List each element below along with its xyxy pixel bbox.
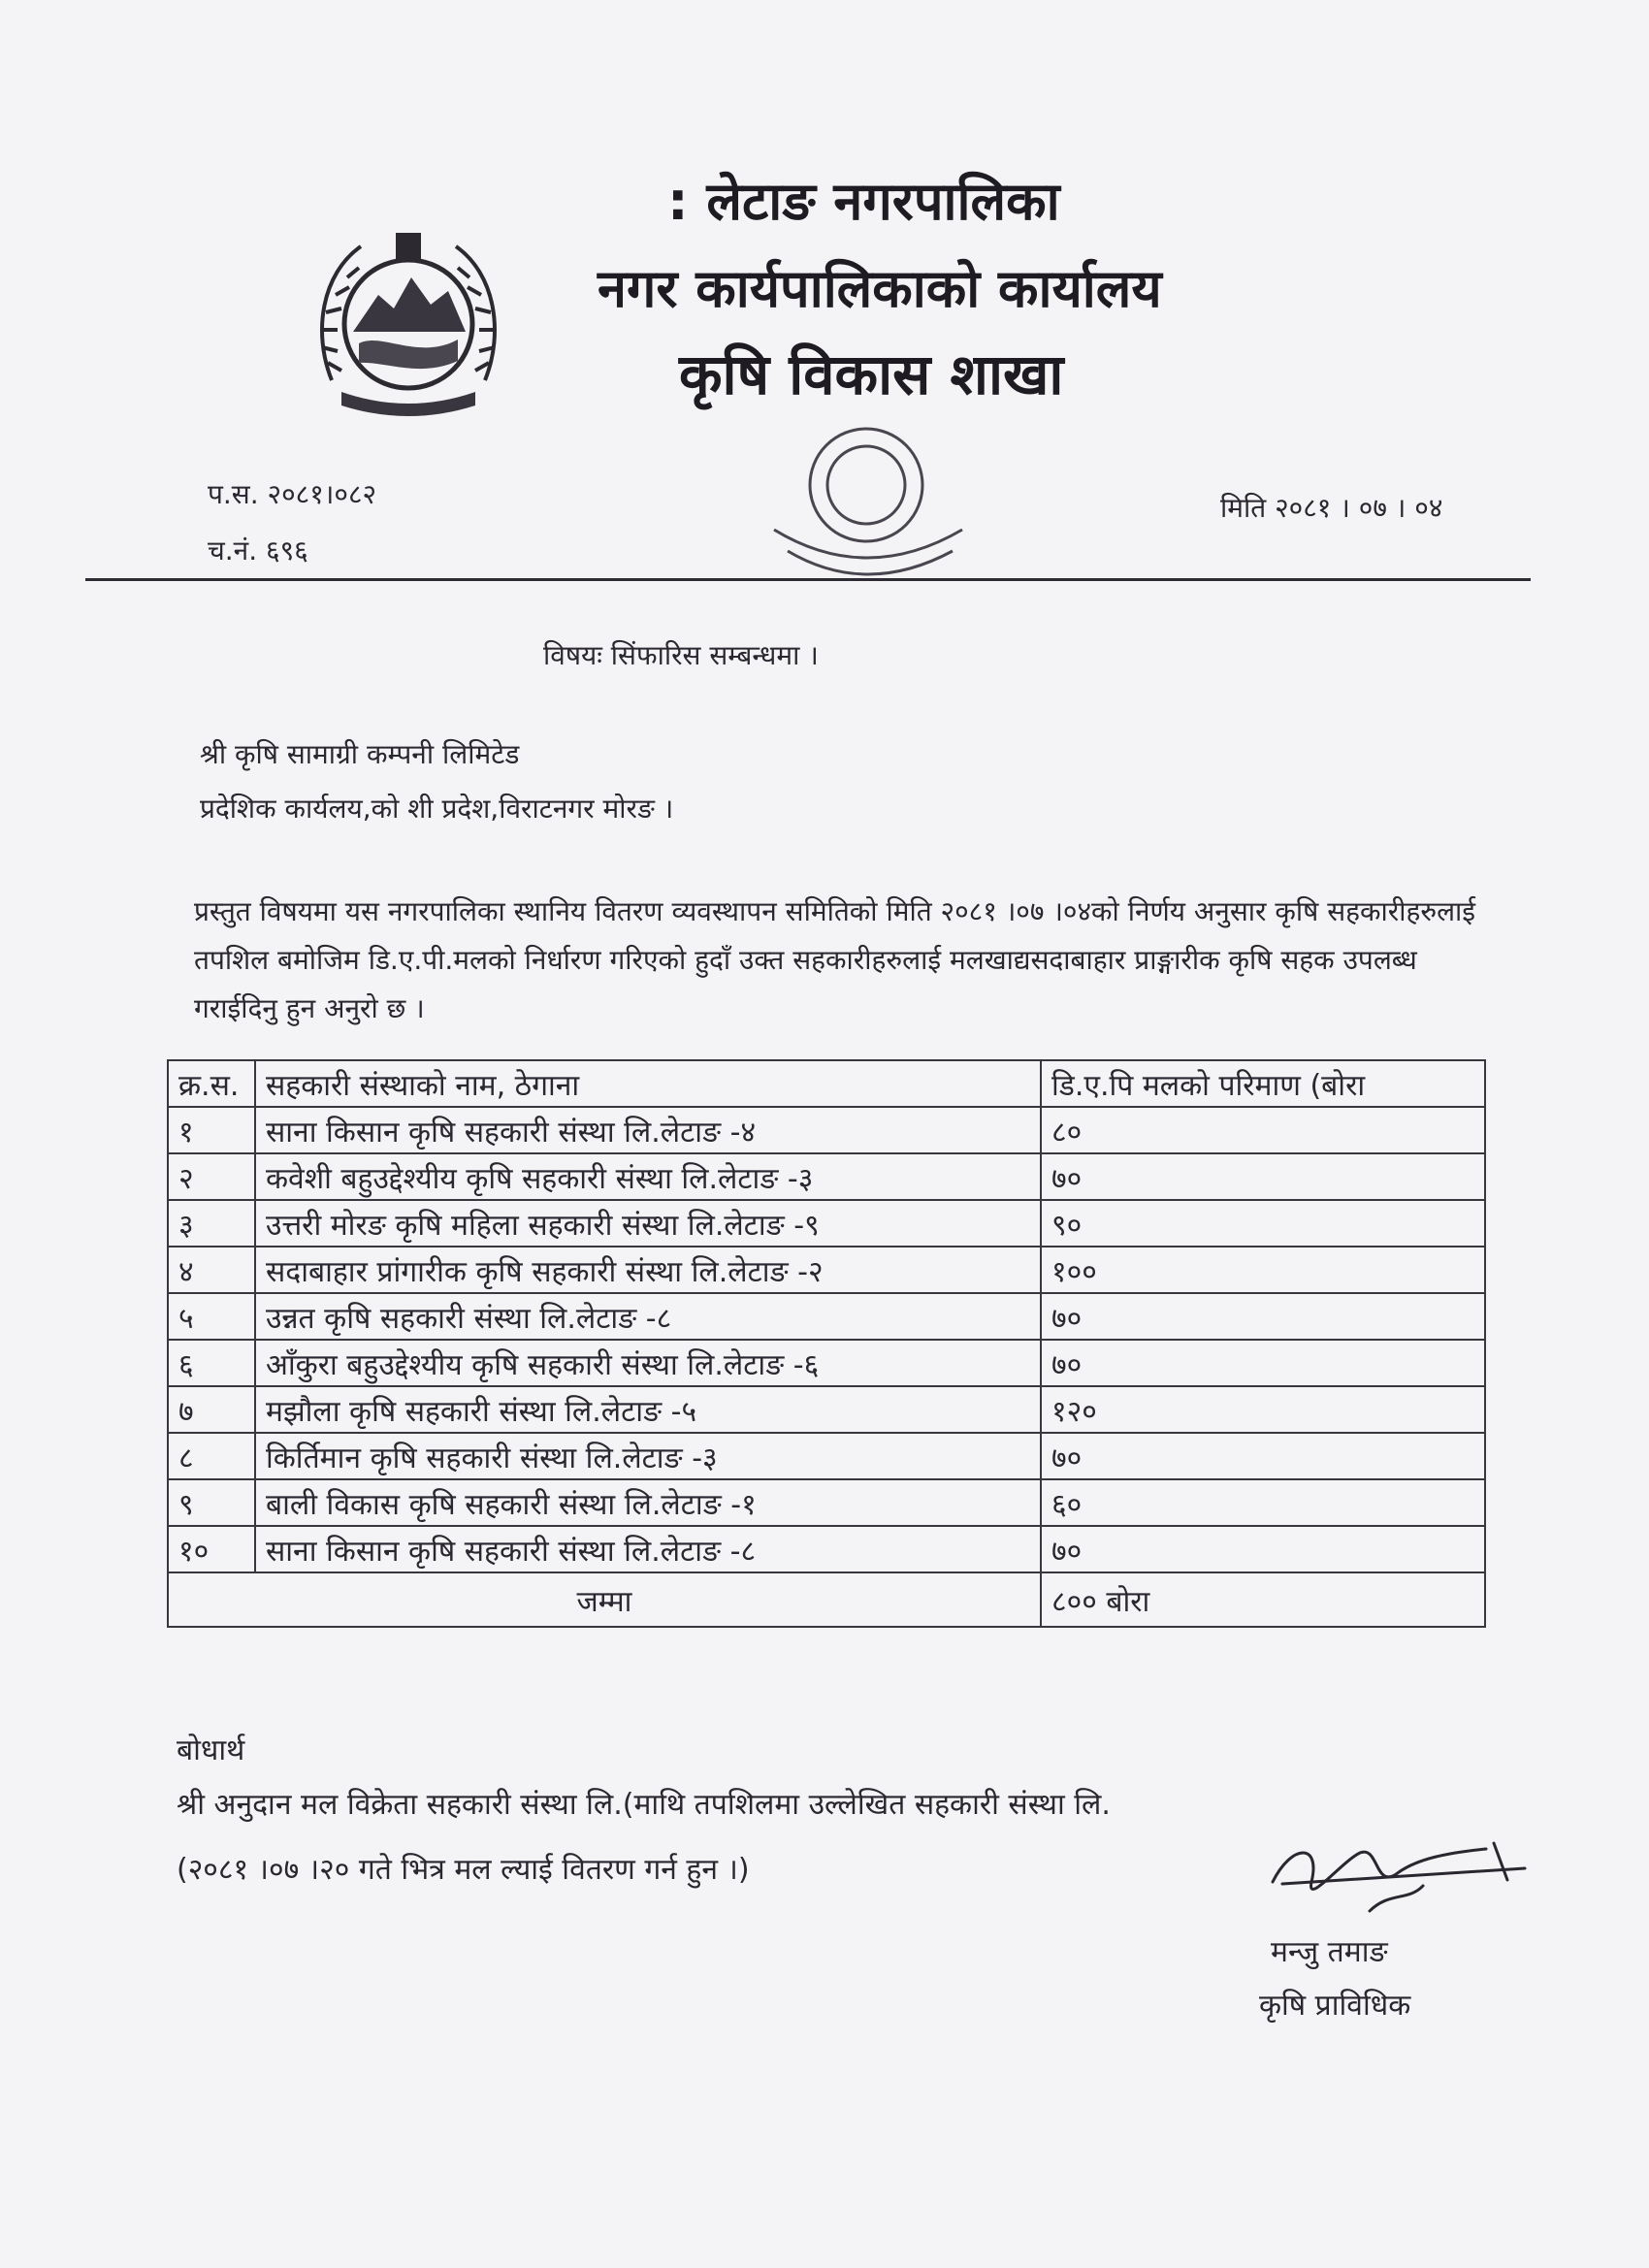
row-quantity: ७० — [1041, 1340, 1485, 1386]
row-quantity: ७० — [1041, 1153, 1485, 1200]
table-row — [168, 1479, 1485, 1526]
table-row — [168, 1433, 1485, 1479]
row-cooperative: आँकुरा बहुउद्देश्यीय कृषि सहकारी संस्था लि.लेटाङ -६ — [255, 1340, 1041, 1386]
table-total-row — [168, 1572, 1485, 1627]
row-quantity: ७० — [1041, 1526, 1485, 1572]
table-row — [168, 1526, 1485, 1572]
row-sn: १० — [168, 1526, 255, 1572]
municipality-name: : लेटाङ नगरपालिका — [667, 171, 1060, 232]
table-row — [168, 1386, 1485, 1433]
row-cooperative: किर्तिमान कृषि सहकारी संस्था लि.लेटाङ -३ — [255, 1433, 1041, 1479]
table-row — [168, 1340, 1485, 1386]
row-sn: ४ — [168, 1247, 255, 1293]
row-cooperative: उन्नत कृषि सहकारी संस्था लि.लेटाङ -८ — [255, 1293, 1041, 1340]
row-quantity: ६० — [1041, 1479, 1485, 1526]
row-cooperative: साना किसान कृषि सहकारी संस्था लि.लेटाङ -८ — [255, 1526, 1041, 1572]
cc-line-2: (२०८१ ।०७ ।२० गते भित्र मल ल्याई वितरण गर्न हुन ।) — [177, 1853, 750, 1887]
row-cooperative: उत्तरी मोरङ कृषि महिला सहकारी संस्था लि.लेटाङ -९ — [255, 1200, 1041, 1247]
row-sn: ५ — [168, 1293, 255, 1340]
table-row — [168, 1107, 1485, 1153]
addressee-line-2: प्रदेशिक कार्यलय,को शी प्रदेश,विराटनगर मोरङ । — [200, 793, 674, 825]
row-cooperative: कवेशी बहुउद्देश्यीय कृषि सहकारी संस्था लि.लेटाङ -३ — [255, 1153, 1041, 1200]
row-quantity: १०० — [1041, 1247, 1485, 1293]
signer-name: मन्जु तमाङ — [1271, 1935, 1388, 1969]
header-divider — [85, 578, 1531, 581]
column-header-sn: क्र.स. — [168, 1060, 255, 1107]
row-sn: ८ — [168, 1433, 255, 1479]
column-header-quantity: डि.ए.पि मलको परिमाण (बोरा — [1041, 1060, 1485, 1107]
table-row — [168, 1200, 1485, 1247]
row-sn: ६ — [168, 1340, 255, 1386]
row-quantity: ८० — [1041, 1107, 1485, 1153]
row-sn: २ — [168, 1153, 255, 1200]
total-label: जम्मा — [168, 1572, 1041, 1627]
row-sn: ९ — [168, 1479, 255, 1526]
row-quantity: ७० — [1041, 1293, 1485, 1340]
handwritten-signature — [1253, 1824, 1535, 1940]
signer-title: कृषि प्राविधिक — [1259, 1989, 1411, 2023]
nepal-emblem-icon — [303, 215, 514, 427]
row-sn: ७ — [168, 1386, 255, 1433]
row-cooperative: बाली विकास कृषि सहकारी संस्था लि.लेटाङ -१ — [255, 1479, 1041, 1526]
branch-name: कृषि विकास शाखा — [679, 341, 1064, 407]
column-header-cooperative: सहकारी संस्थाको नाम, ठेगाना — [255, 1060, 1041, 1107]
table-row — [168, 1247, 1485, 1293]
dispatch-number: च.नं. ६९६ — [208, 535, 308, 567]
row-cooperative: साना किसान कृषि सहकारी संस्था लि.लेटाङ -४ — [255, 1107, 1041, 1153]
row-quantity: ७० — [1041, 1433, 1485, 1479]
total-value: ८०० बोरा — [1041, 1572, 1485, 1627]
letter-ref-number: प.स. २०८१।०८२ — [208, 478, 377, 510]
cc-line-1: श्री अनुदान मल विक्रेता सहकारी संस्था लि.(माथि तपशिलमा उल्लेखित सहकारी संस्था लि. — [177, 1788, 1111, 1822]
addressee-line-1: श्री कृषि सामाग्री कम्पनी लिमिटेड — [200, 738, 520, 770]
row-quantity: १२० — [1041, 1386, 1485, 1433]
office-stamp — [745, 415, 987, 590]
letter-body: प्रस्तुत विषयमा यस नगरपालिका स्थानिय वितरण व्यवस्थापन समितिको मिति २०८१ ।०७ ।०४को निर्णय अनुसार कृषि सहकारीहरुलाई तपशिल बमोजिम डि.ए.पी.मलको निर्धारण गरिएको हुदाँ उक्त सहकारीहरुलाई मलखाद्यसदाबाहार प्राङ्गारीक कृषि सहक उपलब्ध गराईदिनु हुन अनुरो छ । — [194, 895, 1476, 1024]
cc-label: बोधार्थ — [177, 1733, 245, 1767]
row-cooperative: मझौला कृषि सहकारी संस्था लि.लेटाङ -५ — [255, 1386, 1041, 1433]
row-cooperative: सदाबाहार प्रांगारीक कृषि सहकारी संस्था लि.लेटाङ -२ — [255, 1247, 1041, 1293]
row-sn: १ — [168, 1107, 255, 1153]
letter-subject: विषयः सिंफारिस सम्बन्धमा । — [543, 639, 819, 671]
office-name: नगर कार्यपालिकाको कार्यालय — [598, 258, 1162, 319]
table-row — [168, 1153, 1485, 1200]
row-quantity: ९० — [1041, 1200, 1485, 1247]
table-row — [168, 1293, 1485, 1340]
letter-date: मिति २०८१ । ०७ । ०४ — [1220, 492, 1443, 524]
fertilizer-distribution-table — [167, 1059, 1486, 1628]
table-header-row — [168, 1060, 1485, 1107]
row-sn: ३ — [168, 1200, 255, 1247]
